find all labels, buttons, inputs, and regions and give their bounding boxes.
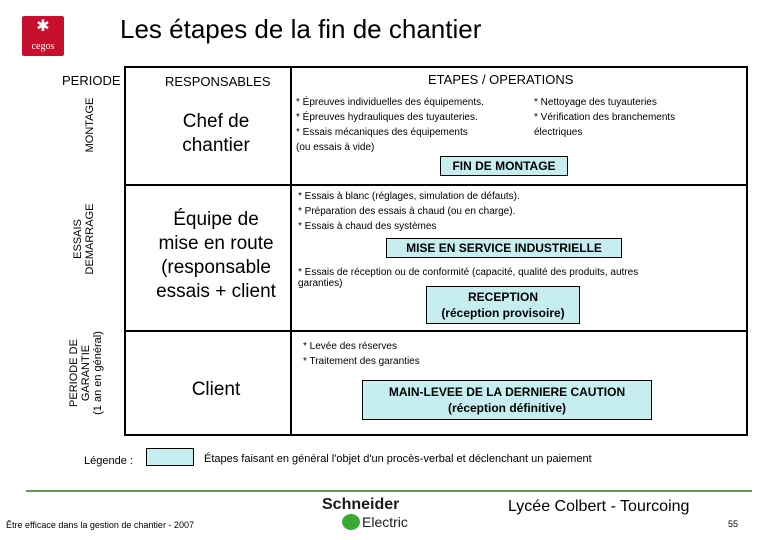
schneider-logo-text: Schneider [322,496,400,513]
legend-text: Étapes faisant en général l'objet d'un procès-verbal et déclenchant un paiement [204,453,592,465]
legend-label: Légende : [84,455,133,467]
electric-logo-text: Electric [362,514,408,530]
period-garantie: PERIODE DE GARANTIE (1 an en général) [68,331,104,415]
course-title: Être efficace dans la gestion de chantier - 2007 [6,520,194,530]
ops-essais: * Essais à blanc (réglages, simulation de défauts). * Préparation des essais à chaud (ou en charge). * Essais à chaud des systèmes [298,191,520,232]
header-periode: PERIODE [62,73,121,88]
header-etapes: ETAPES / OPERATIONS [428,72,574,87]
role-equipe-mise-en-route: Équipe de mise en route (responsable essais + client [156,209,276,302]
page-number: 55 [728,519,739,529]
header-responsables: RESPONSABLES [165,74,271,89]
badge-fin-de-montage: FIN DE MONTAGE [440,156,568,176]
period-montage: MONTAGE [84,97,96,153]
period-essais-demarrage: ESSAIS DEMARRAGE [72,203,96,275]
page-title: Les étapes de la fin de chantier [120,14,482,44]
role-client: Client [191,379,241,400]
school-name: Lycée Colbert - Tourcoing [508,498,690,515]
schneider-leaf-icon [342,514,360,530]
cegos-logo [22,16,64,56]
role-chef-de-chantier: Chef de chantier [182,111,250,156]
cegos-logo-text: cegos [31,41,55,52]
divider-montage-essais [126,184,746,186]
divider-essais-garantie [126,330,746,332]
schneider-electric-logo [322,496,414,532]
badge-mise-en-service: MISE EN SERVICE INDUSTRIELLE [386,238,622,258]
ops-montage-right: * Nettoyage des tuyauteries * Vérification des branchements électriques [534,97,676,138]
ops-reception: * Essais de réception ou de conformité (capacité, qualité des produits, autres garanties) [298,267,639,289]
ops-montage-left: * Épreuves individuelles des équipements. * Épreuves hydrauliques des tuyauteries. * Essais mécaniques des équipements (ou essais à vide) [296,97,484,153]
legend-swatch [146,448,194,466]
badge-main-levee: MAIN-LEVEE DE LA DERNIERE CAUTION (réception définitive) [362,380,652,420]
footer-divider [26,490,752,492]
ops-garantie: * Levée des réserves * Traitement des garanties [303,341,420,367]
badge-reception: RECEPTION (réception provisoire) [426,286,580,324]
cegos-logo-icon: ✱ [36,18,50,35]
